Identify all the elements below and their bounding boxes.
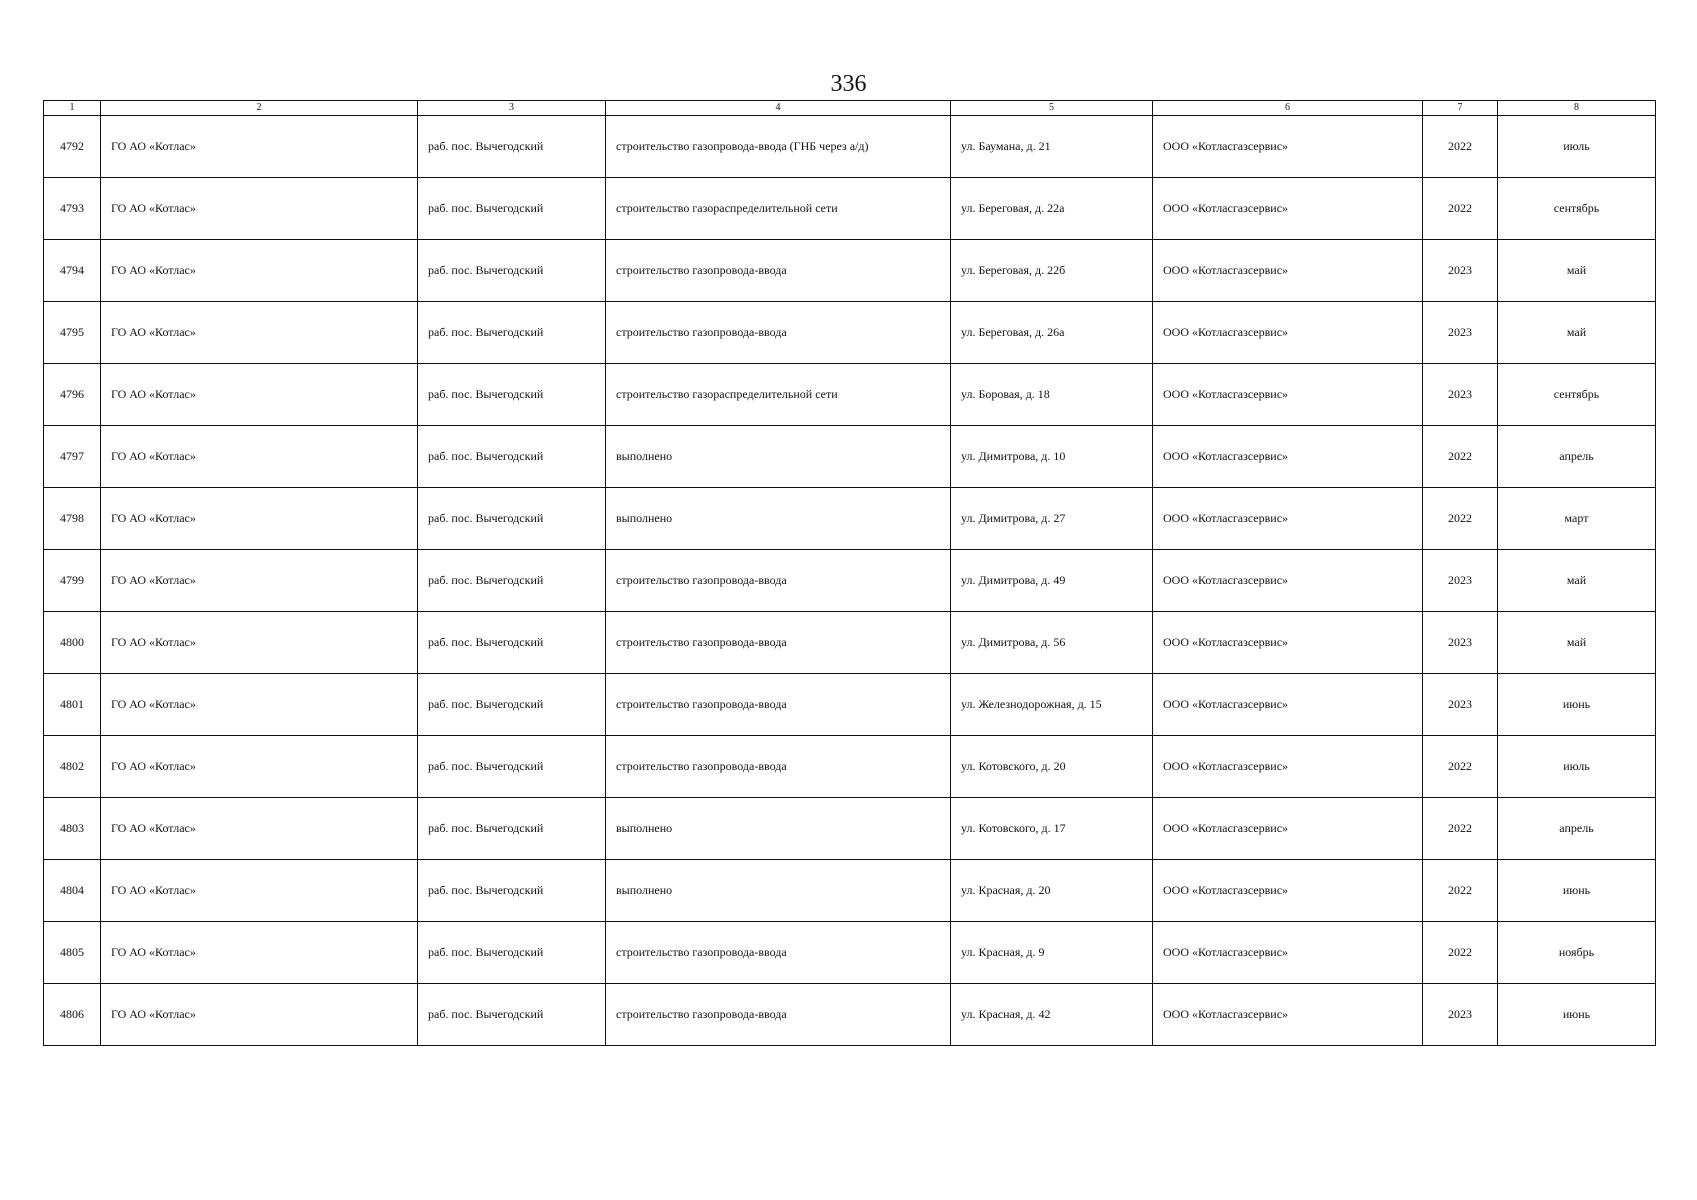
row-number-cell: 4802 <box>44 736 101 798</box>
year-cell: 2023 <box>1423 364 1498 426</box>
row-number-cell: 4798 <box>44 488 101 550</box>
organization-cell: ООО «Котласгазсервис» <box>1153 674 1423 736</box>
district-cell: ГО АО «Котлас» <box>101 984 418 1046</box>
district-cell: ГО АО «Котлас» <box>101 364 418 426</box>
year-cell: 2023 <box>1423 674 1498 736</box>
address-cell: ул. Боровая, д. 18 <box>951 364 1153 426</box>
month-cell: июль <box>1498 116 1656 178</box>
month-cell: май <box>1498 612 1656 674</box>
row-number-cell: 4803 <box>44 798 101 860</box>
work-type-cell: выполнено <box>606 798 951 860</box>
address-cell: ул. Береговая, д. 26а <box>951 302 1153 364</box>
column-header-2: 2 <box>101 101 418 116</box>
address-cell: ул. Красная, д. 9 <box>951 922 1153 984</box>
organization-cell: ООО «Котласгазсервис» <box>1153 488 1423 550</box>
organization-cell: ООО «Котласгазсервис» <box>1153 922 1423 984</box>
month-cell: апрель <box>1498 426 1656 488</box>
work-type-cell: выполнено <box>606 488 951 550</box>
district-cell: ГО АО «Котлас» <box>101 240 418 302</box>
district-cell: ГО АО «Котлас» <box>101 116 418 178</box>
table-row <box>44 860 1656 922</box>
table-row <box>44 922 1656 984</box>
table-row <box>44 116 1656 178</box>
row-number-cell: 4797 <box>44 426 101 488</box>
settlement-cell: раб. пос. Вычегодский <box>418 488 606 550</box>
year-cell: 2022 <box>1423 488 1498 550</box>
row-number-cell: 4801 <box>44 674 101 736</box>
row-number-cell: 4799 <box>44 550 101 612</box>
settlement-cell: раб. пос. Вычегодский <box>418 798 606 860</box>
row-number-cell: 4794 <box>44 240 101 302</box>
year-cell: 2023 <box>1423 240 1498 302</box>
column-header-1: 1 <box>44 101 101 116</box>
table-row <box>44 674 1656 736</box>
year-cell: 2022 <box>1423 736 1498 798</box>
settlement-cell: раб. пос. Вычегодский <box>418 178 606 240</box>
work-type-cell: строительство газопровода-ввода <box>606 302 951 364</box>
year-cell: 2022 <box>1423 860 1498 922</box>
row-number-cell: 4796 <box>44 364 101 426</box>
address-cell: ул. Котовского, д. 17 <box>951 798 1153 860</box>
address-cell: ул. Железнодорожная, д. 15 <box>951 674 1153 736</box>
year-cell: 2023 <box>1423 550 1498 612</box>
organization-cell: ООО «Котласгазсервис» <box>1153 364 1423 426</box>
work-type-cell: строительство газораспределительной сети <box>606 364 951 426</box>
table-row <box>44 488 1656 550</box>
row-number-cell: 4804 <box>44 860 101 922</box>
settlement-cell: раб. пос. Вычегодский <box>418 612 606 674</box>
month-cell: июнь <box>1498 984 1656 1046</box>
table-row <box>44 550 1656 612</box>
table-row <box>44 426 1656 488</box>
settlement-cell: раб. пос. Вычегодский <box>418 674 606 736</box>
table-row <box>44 240 1656 302</box>
month-cell: март <box>1498 488 1656 550</box>
organization-cell: ООО «Котласгазсервис» <box>1153 736 1423 798</box>
table-row <box>44 302 1656 364</box>
month-cell: май <box>1498 240 1656 302</box>
year-cell: 2022 <box>1423 116 1498 178</box>
work-type-cell: строительство газопровода-ввода <box>606 612 951 674</box>
organization-cell: ООО «Котласгазсервис» <box>1153 860 1423 922</box>
month-cell: май <box>1498 550 1656 612</box>
settlement-cell: раб. пос. Вычегодский <box>418 302 606 364</box>
month-cell: июнь <box>1498 674 1656 736</box>
district-cell: ГО АО «Котлас» <box>101 612 418 674</box>
address-cell: ул. Котовского, д. 20 <box>951 736 1153 798</box>
district-cell: ГО АО «Котлас» <box>101 922 418 984</box>
organization-cell: ООО «Котласгазсервис» <box>1153 426 1423 488</box>
settlement-cell: раб. пос. Вычегодский <box>418 922 606 984</box>
work-type-cell: строительство газопровода-ввода <box>606 984 951 1046</box>
district-cell: ГО АО «Котлас» <box>101 488 418 550</box>
column-number-header-row <box>44 101 1656 116</box>
year-cell: 2023 <box>1423 612 1498 674</box>
organization-cell: ООО «Котласгазсервис» <box>1153 612 1423 674</box>
district-cell: ГО АО «Котлас» <box>101 178 418 240</box>
month-cell: июль <box>1498 736 1656 798</box>
month-cell: сентябрь <box>1498 178 1656 240</box>
work-type-cell: строительство газопровода-ввода <box>606 674 951 736</box>
settlement-cell: раб. пос. Вычегодский <box>418 240 606 302</box>
organization-cell: ООО «Котласгазсервис» <box>1153 984 1423 1046</box>
organization-cell: ООО «Котласгазсервис» <box>1153 240 1423 302</box>
table-row <box>44 178 1656 240</box>
address-cell: ул. Димитрова, д. 10 <box>951 426 1153 488</box>
row-number-cell: 4792 <box>44 116 101 178</box>
address-cell: ул. Баумана, д. 21 <box>951 116 1153 178</box>
address-cell: ул. Димитрова, д. 27 <box>951 488 1153 550</box>
district-cell: ГО АО «Котлас» <box>101 302 418 364</box>
table-row <box>44 736 1656 798</box>
district-cell: ГО АО «Котлас» <box>101 426 418 488</box>
year-cell: 2022 <box>1423 426 1498 488</box>
work-type-cell: строительство газораспределительной сети <box>606 178 951 240</box>
address-cell: ул. Береговая, д. 22а <box>951 178 1153 240</box>
district-cell: ГО АО «Котлас» <box>101 798 418 860</box>
year-cell: 2023 <box>1423 984 1498 1046</box>
organization-cell: ООО «Котласгазсервис» <box>1153 116 1423 178</box>
column-header-7: 7 <box>1423 101 1498 116</box>
row-number-cell: 4800 <box>44 612 101 674</box>
gasification-schedule-table <box>43 100 1656 1046</box>
column-header-4: 4 <box>606 101 951 116</box>
settlement-cell: раб. пос. Вычегодский <box>418 984 606 1046</box>
address-cell: ул. Димитрова, д. 49 <box>951 550 1153 612</box>
work-type-cell: строительство газопровода-ввода (ГНБ через а/д) <box>606 116 951 178</box>
organization-cell: ООО «Котласгазсервис» <box>1153 302 1423 364</box>
work-type-cell: строительство газопровода-ввода <box>606 550 951 612</box>
settlement-cell: раб. пос. Вычегодский <box>418 550 606 612</box>
page-number: 336 <box>830 71 867 97</box>
district-cell: ГО АО «Котлас» <box>101 550 418 612</box>
work-type-cell: строительство газопровода-ввода <box>606 736 951 798</box>
year-cell: 2023 <box>1423 302 1498 364</box>
month-cell: апрель <box>1498 798 1656 860</box>
row-number-cell: 4793 <box>44 178 101 240</box>
organization-cell: ООО «Котласгазсервис» <box>1153 550 1423 612</box>
table-row <box>44 364 1656 426</box>
organization-cell: ООО «Котласгазсервис» <box>1153 798 1423 860</box>
address-cell: ул. Красная, д. 20 <box>951 860 1153 922</box>
month-cell: сентябрь <box>1498 364 1656 426</box>
column-header-8: 8 <box>1498 101 1656 116</box>
table-row <box>44 798 1656 860</box>
column-header-6: 6 <box>1153 101 1423 116</box>
address-cell: ул. Красная, д. 42 <box>951 984 1153 1046</box>
table-row <box>44 612 1656 674</box>
district-cell: ГО АО «Котлас» <box>101 860 418 922</box>
column-header-3: 3 <box>418 101 606 116</box>
organization-cell: ООО «Котласгазсервис» <box>1153 178 1423 240</box>
table-row <box>44 984 1656 1046</box>
settlement-cell: раб. пос. Вычегодский <box>418 736 606 798</box>
address-cell: ул. Береговая, д. 22б <box>951 240 1153 302</box>
month-cell: ноябрь <box>1498 922 1656 984</box>
column-header-5: 5 <box>951 101 1153 116</box>
year-cell: 2022 <box>1423 922 1498 984</box>
year-cell: 2022 <box>1423 178 1498 240</box>
district-cell: ГО АО «Котлас» <box>101 736 418 798</box>
work-type-cell: строительство газопровода-ввода <box>606 922 951 984</box>
year-cell: 2022 <box>1423 798 1498 860</box>
settlement-cell: раб. пос. Вычегодский <box>418 426 606 488</box>
settlement-cell: раб. пос. Вычегодский <box>418 364 606 426</box>
settlement-cell: раб. пос. Вычегодский <box>418 860 606 922</box>
district-cell: ГО АО «Котлас» <box>101 674 418 736</box>
row-number-cell: 4806 <box>44 984 101 1046</box>
address-cell: ул. Димитрова, д. 56 <box>951 612 1153 674</box>
month-cell: июнь <box>1498 860 1656 922</box>
row-number-cell: 4795 <box>44 302 101 364</box>
work-type-cell: строительство газопровода-ввода <box>606 240 951 302</box>
work-type-cell: выполнено <box>606 860 951 922</box>
settlement-cell: раб. пос. Вычегодский <box>418 116 606 178</box>
month-cell: май <box>1498 302 1656 364</box>
row-number-cell: 4805 <box>44 922 101 984</box>
work-type-cell: выполнено <box>606 426 951 488</box>
